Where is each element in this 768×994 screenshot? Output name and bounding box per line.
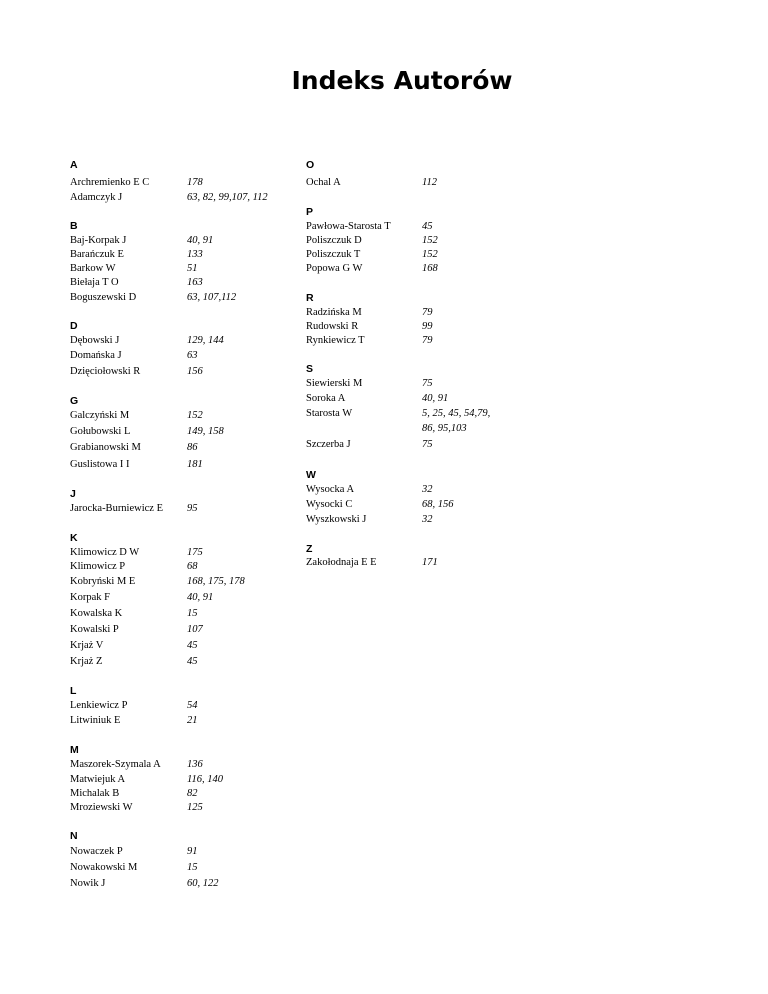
index-entry: [70, 592, 300, 606]
page-numbers: 163: [187, 277, 203, 288]
index-entry: [70, 426, 300, 440]
index-entry: [70, 878, 300, 892]
author-name: Galczyński M: [70, 410, 130, 421]
page-numbers: 79: [422, 307, 433, 318]
index-entry: [70, 759, 300, 773]
page-numbers: 63, 82, 99,107, 112: [187, 192, 268, 203]
index-entry: [70, 277, 300, 291]
index-entry: [306, 557, 536, 571]
index-entry-continuation: [306, 423, 536, 437]
page-numbers: 86: [187, 442, 198, 453]
author-name: Poliszczuk D: [306, 235, 362, 246]
index-entry: [70, 335, 300, 349]
author-name: Grabianowski M: [70, 442, 141, 453]
author-name: Kowalski P: [70, 624, 119, 635]
section-letter: P: [306, 206, 314, 218]
author-name: Krjaż V: [70, 640, 104, 651]
index-entry: [306, 378, 536, 392]
section-letter: W: [306, 469, 316, 481]
author-name: Kobryński M E: [70, 576, 136, 587]
author-name: Starosta W: [306, 408, 353, 419]
page-numbers: 171: [422, 557, 438, 568]
author-name: Barańczuk E: [70, 249, 124, 260]
author-name: Michalak B: [70, 788, 120, 799]
index-entry: [306, 249, 536, 263]
section-letter: L: [70, 685, 77, 697]
page-numbers: 168: [422, 263, 438, 274]
index-entry: [70, 561, 300, 575]
author-name: Krjaż Z: [70, 656, 103, 667]
author-name: Korpak F: [70, 592, 110, 603]
author-name: Siewierski M: [306, 378, 363, 389]
index-entry: [306, 177, 536, 191]
index-entry: [70, 503, 300, 517]
index-entry: [70, 774, 300, 788]
author-name: Baj-Korpak J: [70, 235, 127, 246]
index-entry: [306, 307, 536, 321]
author-name: Poliszczuk T: [306, 249, 361, 260]
index-entry: [70, 249, 300, 263]
index-entry: [70, 263, 300, 277]
author-name: Szczerba J: [306, 439, 351, 450]
author-name: Nowik J: [70, 878, 106, 889]
page-numbers: 112: [422, 177, 437, 188]
page-numbers: 91: [187, 846, 198, 857]
page-numbers: 54: [187, 700, 198, 711]
author-name: Nowakowski M: [70, 862, 138, 873]
page-numbers: 32: [422, 514, 433, 525]
index-entry: [70, 700, 300, 714]
section-letter: Z: [306, 543, 313, 555]
page-numbers: 86, 95,103: [422, 423, 467, 434]
index-entry: [70, 192, 300, 206]
page-numbers: 45: [187, 640, 198, 651]
author-name: Popowa G W: [306, 263, 363, 274]
page-numbers: 45: [422, 221, 433, 232]
author-name: Maszorek-Szymala A: [70, 759, 161, 770]
page-numbers: 175: [187, 547, 203, 558]
author-name: Litwiniuk E: [70, 715, 121, 726]
author-name: Matwiejuk A: [70, 774, 126, 785]
page-numbers: 152: [187, 410, 203, 421]
author-name: Boguszewski D: [70, 292, 137, 303]
author-name: Soroka A: [306, 393, 346, 404]
index-entry: [70, 292, 300, 306]
page-numbers: 40, 91: [187, 592, 214, 603]
index-entry: [306, 393, 536, 407]
page-numbers: 82: [187, 788, 198, 799]
page-numbers: 45: [187, 656, 198, 667]
page-numbers: 136: [187, 759, 203, 770]
page-numbers: 68: [187, 561, 198, 572]
index-entry: [70, 846, 300, 860]
page-numbers: 68, 156: [422, 499, 454, 510]
index-entry: [70, 624, 300, 638]
index-entry: [70, 177, 300, 191]
author-name: Domańska J: [70, 350, 122, 361]
page-numbers: 156: [187, 366, 203, 377]
section-letter: B: [70, 220, 78, 232]
page-numbers: 40, 91: [422, 393, 449, 404]
page-numbers: 129, 144: [187, 335, 224, 346]
page-numbers: 149, 158: [187, 426, 224, 437]
page-numbers: 168, 175, 178: [187, 576, 245, 587]
index-entry: [306, 439, 536, 453]
author-name: Adamczyk J: [70, 192, 123, 203]
index-entry: [306, 263, 536, 277]
index-entry: [70, 608, 300, 622]
author-name: Biełaja T O: [70, 277, 119, 288]
page-numbers: 79: [422, 335, 433, 346]
section-letter: K: [70, 532, 78, 544]
page-title: Indeks Autorów: [291, 66, 513, 95]
page-numbers: 152: [422, 235, 438, 246]
index-entry: [70, 788, 300, 802]
section-letter: N: [70, 830, 78, 842]
page-numbers: 5, 25, 45, 54,79,: [422, 408, 491, 419]
section-letter: J: [70, 488, 76, 500]
page-numbers: 15: [187, 862, 198, 873]
author-name: Archremienko E C: [70, 177, 150, 188]
author-name: Klimowicz P: [70, 561, 126, 572]
author-name: Klimowicz D W: [70, 547, 140, 558]
index-entry: [70, 715, 300, 729]
page-numbers: 95: [187, 503, 198, 514]
author-name: Wysocka A: [306, 484, 355, 495]
index-entry: [306, 335, 536, 349]
index-entry: [306, 235, 536, 249]
author-name: Mroziewski W: [70, 802, 133, 813]
author-name: Wysocki C: [306, 499, 353, 510]
index-entry: [70, 802, 300, 816]
index-entry: [70, 547, 300, 561]
index-entry: [70, 459, 300, 473]
author-name: Barkow W: [70, 263, 116, 274]
page-numbers: 21: [187, 715, 198, 726]
page-numbers: 181: [187, 459, 203, 470]
section-letter: S: [306, 363, 314, 375]
page-numbers: 152: [422, 249, 438, 260]
author-name: Zakołodnaja E E: [306, 557, 377, 568]
page-numbers: 32: [422, 484, 433, 495]
page-numbers: 99: [422, 321, 433, 332]
author-name: Rudowski R: [306, 321, 359, 332]
page-numbers: 75: [422, 439, 433, 450]
author-name: Nowaczek P: [70, 846, 123, 857]
page-numbers: 63, 107,112: [187, 292, 237, 303]
author-name: Jarocka-Burniewicz E: [70, 503, 163, 514]
author-name: Pawłowa-Starosta T: [306, 221, 391, 232]
page-numbers: 60, 122: [187, 878, 219, 889]
index-entry: [306, 484, 536, 498]
index-entry: [70, 366, 300, 380]
author-name: Gołubowski L: [70, 426, 131, 437]
author-name: Radzińska M: [306, 307, 362, 318]
page-numbers: 125: [187, 802, 203, 813]
index-entry: [306, 514, 536, 528]
index-entry: [306, 221, 536, 235]
page-numbers: 116, 140: [187, 774, 223, 785]
index-entry: [306, 499, 536, 513]
index-entry: [70, 862, 300, 876]
author-name: Dzięciołowski R: [70, 366, 141, 377]
index-entry: [70, 442, 300, 456]
author-name: Rynkiewicz T: [306, 335, 365, 346]
page-numbers: 107: [187, 624, 203, 635]
author-name: Wyszkowski J: [306, 514, 367, 525]
section-letter: O: [306, 159, 315, 171]
page-numbers: 63: [187, 350, 198, 361]
index-entry: [70, 576, 300, 590]
page-numbers: 40, 91: [187, 235, 214, 246]
section-letter: M: [70, 744, 79, 756]
index-entry: [70, 350, 300, 364]
section-letter: G: [70, 395, 79, 407]
index-entry: [306, 321, 536, 335]
index-entry: [306, 408, 536, 422]
page-numbers: 51: [187, 263, 198, 274]
author-name: Ochal A: [306, 177, 341, 188]
index-entry: [70, 656, 300, 670]
index-entry: [70, 235, 300, 249]
section-letter: D: [70, 320, 78, 332]
author-name: Lenkiewicz P: [70, 700, 128, 711]
author-name: Kowalska K: [70, 608, 123, 619]
author-name: Guslistowa I I: [70, 459, 130, 470]
author-name: Dębowski J: [70, 335, 120, 346]
page-numbers: 15: [187, 608, 198, 619]
index-entry: [70, 410, 300, 424]
index-entry: [70, 640, 300, 654]
page-numbers: 75: [422, 378, 433, 389]
page-numbers: 133: [187, 249, 203, 260]
page-numbers: 178: [187, 177, 203, 188]
section-letter: R: [306, 292, 314, 304]
section-letter: A: [70, 159, 78, 171]
